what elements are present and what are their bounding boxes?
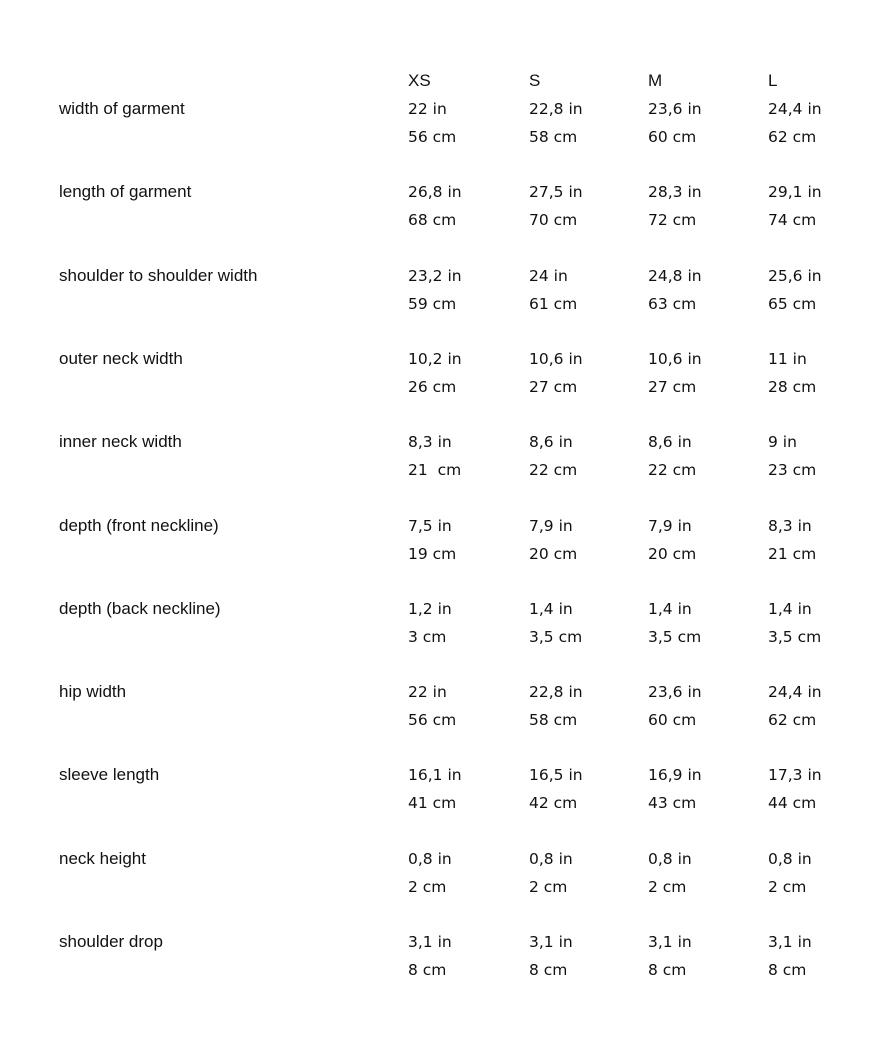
value-inches: 29,1 in <box>768 183 822 201</box>
value-centimeters: 58 cm <box>529 128 578 146</box>
measurement-cell-m <box>648 928 692 984</box>
value-inches: 23,2 in <box>408 267 462 285</box>
measurement-row <box>0 599 890 659</box>
measurement-cell-s <box>529 178 583 234</box>
value-centimeters: 61 cm <box>529 295 578 313</box>
value-inches: 3,1 in <box>768 933 812 951</box>
measurement-cell-m <box>648 845 692 901</box>
measurement-row <box>0 682 890 742</box>
value-centimeters: 70 cm <box>529 211 578 229</box>
value-inches: 24,4 in <box>768 100 822 118</box>
measurement-cell-m <box>648 345 702 401</box>
value-inches: 17,3 in <box>768 766 822 784</box>
measurement-cell-s <box>529 928 573 984</box>
measurement-row <box>0 182 890 242</box>
value-centimeters: 8 cm <box>408 961 447 979</box>
measurement-cell-s <box>529 262 577 318</box>
measurement-row <box>0 349 890 409</box>
value-centimeters: 22 cm <box>529 461 578 479</box>
value-inches: 10,6 in <box>648 350 702 368</box>
measurement-cell-xs <box>408 262 462 318</box>
value-centimeters: 21 cm <box>768 545 817 563</box>
value-centimeters: 8 cm <box>648 961 687 979</box>
measurement-row <box>0 432 890 492</box>
value-centimeters: 20 cm <box>648 545 697 563</box>
value-inches: 28,3 in <box>648 183 702 201</box>
measurement-cell-s <box>529 761 583 817</box>
measurement-cell-s <box>529 345 583 401</box>
value-inches: 23,6 in <box>648 683 702 701</box>
value-centimeters: 3,5 cm <box>768 628 822 646</box>
measurement-row <box>0 266 890 326</box>
size-header-s: S <box>529 71 541 90</box>
measurement-cell-l <box>768 178 822 234</box>
value-inches: 11 in <box>768 350 807 368</box>
measurement-cell-s <box>529 428 577 484</box>
measurement-cell-m <box>648 262 702 318</box>
measurement-cell-xs <box>408 928 452 984</box>
measurement-cell-l <box>768 595 821 651</box>
value-inches: 1,2 in <box>408 600 452 618</box>
value-inches: 8,6 in <box>529 433 573 451</box>
value-inches: 1,4 in <box>648 600 692 618</box>
measurement-cell-l <box>768 345 816 401</box>
value-inches: 10,2 in <box>408 350 462 368</box>
value-centimeters: 3 cm <box>408 628 447 646</box>
value-centimeters: 72 cm <box>648 211 697 229</box>
value-centimeters: 60 cm <box>648 711 697 729</box>
measurement-cell-m <box>648 512 696 568</box>
value-centimeters: 43 cm <box>648 794 697 812</box>
measurement-row <box>0 765 890 825</box>
measurement-label: hip width <box>59 682 127 701</box>
value-centimeters: 58 cm <box>529 711 578 729</box>
measurement-cell-m <box>648 428 696 484</box>
value-inches: 24,4 in <box>768 683 822 701</box>
measurement-label: width of garment <box>59 99 185 118</box>
value-inches: 27,5 in <box>529 183 583 201</box>
value-inches: 9 in <box>768 433 797 451</box>
value-centimeters: 41 cm <box>408 794 457 812</box>
measurement-row <box>0 99 890 159</box>
measurement-label: depth (back neckline) <box>59 599 221 618</box>
measurement-cell-xs <box>408 761 462 817</box>
measurement-label: neck height <box>59 849 146 868</box>
value-inches: 22,8 in <box>529 100 583 118</box>
value-centimeters: 44 cm <box>768 794 817 812</box>
measurement-cell-l <box>768 761 822 817</box>
value-inches: 7,9 in <box>648 517 692 535</box>
value-centimeters: 21 cm <box>408 461 462 479</box>
measurement-cell-xs <box>408 595 452 651</box>
value-inches: 16,5 in <box>529 766 583 784</box>
measurement-label: outer neck width <box>59 349 183 368</box>
value-centimeters: 28 cm <box>768 378 817 396</box>
value-inches: 26,8 in <box>408 183 462 201</box>
size-header-m: M <box>648 71 663 90</box>
value-inches: 24 in <box>529 267 568 285</box>
value-inches: 0,8 in <box>768 850 812 868</box>
value-centimeters: 60 cm <box>648 128 697 146</box>
measurement-label: sleeve length <box>59 765 160 784</box>
value-centimeters: 62 cm <box>768 128 817 146</box>
measurement-cell-xs <box>408 512 456 568</box>
value-inches: 0,8 in <box>648 850 692 868</box>
measurement-cell-m <box>648 678 702 734</box>
measurement-cell-m <box>648 761 702 817</box>
value-inches: 22,8 in <box>529 683 583 701</box>
measurement-cell-xs <box>408 845 452 901</box>
value-centimeters: 26 cm <box>408 378 457 396</box>
measurement-cell-xs <box>408 678 456 734</box>
value-centimeters: 62 cm <box>768 711 817 729</box>
value-centimeters: 74 cm <box>768 211 817 229</box>
measurement-cell-l <box>768 428 816 484</box>
value-inches: 22 in <box>408 100 447 118</box>
value-inches: 3,1 in <box>529 933 573 951</box>
measurement-label: shoulder drop <box>59 932 163 951</box>
value-inches: 7,9 in <box>529 517 573 535</box>
measurement-row <box>0 932 890 992</box>
value-centimeters: 8 cm <box>768 961 807 979</box>
size-header-l: L <box>768 71 778 90</box>
value-centimeters: 68 cm <box>408 211 457 229</box>
measurement-row <box>0 516 890 576</box>
measurement-cell-l <box>768 928 812 984</box>
value-inches: 24,8 in <box>648 267 702 285</box>
value-centimeters: 20 cm <box>529 545 578 563</box>
value-centimeters: 2 cm <box>408 878 447 896</box>
measurement-label: length of garment <box>59 182 192 201</box>
value-centimeters: 56 cm <box>408 128 457 146</box>
value-centimeters: 23 cm <box>768 461 817 479</box>
value-inches: 3,1 in <box>648 933 692 951</box>
value-inches: 16,9 in <box>648 766 702 784</box>
measurement-cell-l <box>768 845 812 901</box>
value-inches: 16,1 in <box>408 766 462 784</box>
value-inches: 8,3 in <box>768 517 812 535</box>
value-inches: 10,6 in <box>529 350 583 368</box>
value-centimeters: 27 cm <box>529 378 578 396</box>
measurement-row <box>0 849 890 909</box>
value-inches: 25,6 in <box>768 267 822 285</box>
value-centimeters: 63 cm <box>648 295 697 313</box>
value-centimeters: 59 cm <box>408 295 457 313</box>
measurement-cell-m <box>648 595 701 651</box>
measurement-cell-l <box>768 95 822 151</box>
value-inches: 3,1 in <box>408 933 452 951</box>
measurement-label: inner neck width <box>59 432 182 451</box>
value-centimeters: 3,5 cm <box>648 628 702 646</box>
measurement-cell-s <box>529 512 577 568</box>
value-inches: 7,5 in <box>408 517 452 535</box>
value-centimeters: 2 cm <box>648 878 687 896</box>
value-centimeters: 56 cm <box>408 711 457 729</box>
value-inches: 0,8 in <box>529 850 573 868</box>
measurement-cell-s <box>529 678 583 734</box>
measurement-label: depth (front neckline) <box>59 516 219 535</box>
value-centimeters: 2 cm <box>529 878 568 896</box>
value-centimeters: 65 cm <box>768 295 817 313</box>
value-centimeters: 19 cm <box>408 545 457 563</box>
value-centimeters: 2 cm <box>768 878 807 896</box>
value-centimeters: 22 cm <box>648 461 697 479</box>
value-inches: 1,4 in <box>529 600 573 618</box>
size-header-xs: XS <box>408 71 431 90</box>
value-centimeters: 27 cm <box>648 378 697 396</box>
measurement-cell-l <box>768 262 822 318</box>
value-centimeters: 42 cm <box>529 794 578 812</box>
value-inches: 0,8 in <box>408 850 452 868</box>
measurement-label: shoulder to shoulder width <box>59 266 258 285</box>
measurement-cell-s <box>529 595 582 651</box>
measurement-cell-xs <box>408 345 462 401</box>
value-inches: 1,4 in <box>768 600 812 618</box>
measurement-cell-l <box>768 678 822 734</box>
value-centimeters: 8 cm <box>529 961 568 979</box>
value-centimeters: 3,5 cm <box>529 628 583 646</box>
measurement-cell-xs <box>408 178 462 234</box>
measurement-cell-m <box>648 95 702 151</box>
value-inches: 8,6 in <box>648 433 692 451</box>
measurement-cell-l <box>768 512 816 568</box>
measurement-cell-s <box>529 95 583 151</box>
measurement-cell-xs <box>408 428 461 484</box>
value-inches: 23,6 in <box>648 100 702 118</box>
measurement-cell-m <box>648 178 702 234</box>
value-inches: 22 in <box>408 683 447 701</box>
value-inches: 8,3 in <box>408 433 452 451</box>
measurement-cell-xs <box>408 95 456 151</box>
measurement-cell-s <box>529 845 573 901</box>
